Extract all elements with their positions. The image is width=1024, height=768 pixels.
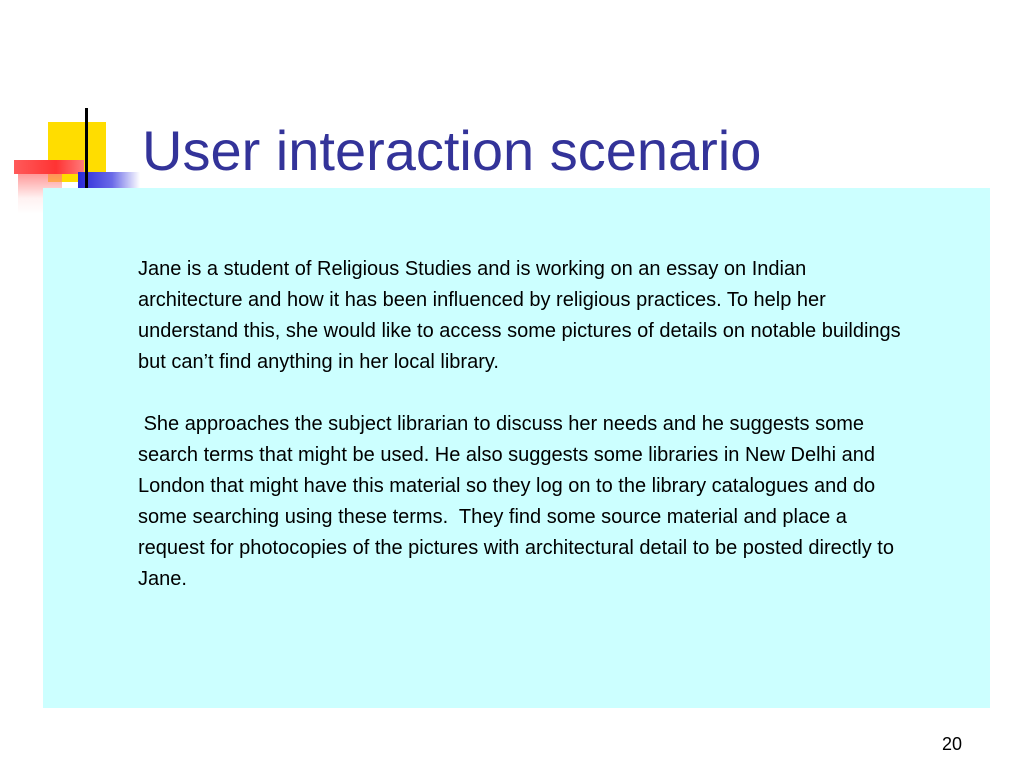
slide-title: User interaction scenario [142,119,762,182]
body-text [138,254,908,595]
page-number: 20 [941,734,962,754]
paragraph-2: She approaches the subject librarian to discuss her needs and he suggests some search terms that might be used. He also suggests some libraries in New Delhi and London that might have this material so they log on to the library catalogues and do some searching using these terms. They find some source material and place a request for photocopies of the pictures with architectural detail to be posted directly to Jane. [138,413,900,590]
logo-vertical-line [85,108,88,200]
content-box [43,188,990,708]
paragraph-1: Jane is a student of Religious Studies and is working on an essay on Indian architecture and how it has been influenced by religious practices. To help her understand this, she would like to access some pictures of details on notable buildings but can’t find anything in her local library. [138,258,907,373]
logo-red-bar [14,160,84,174]
